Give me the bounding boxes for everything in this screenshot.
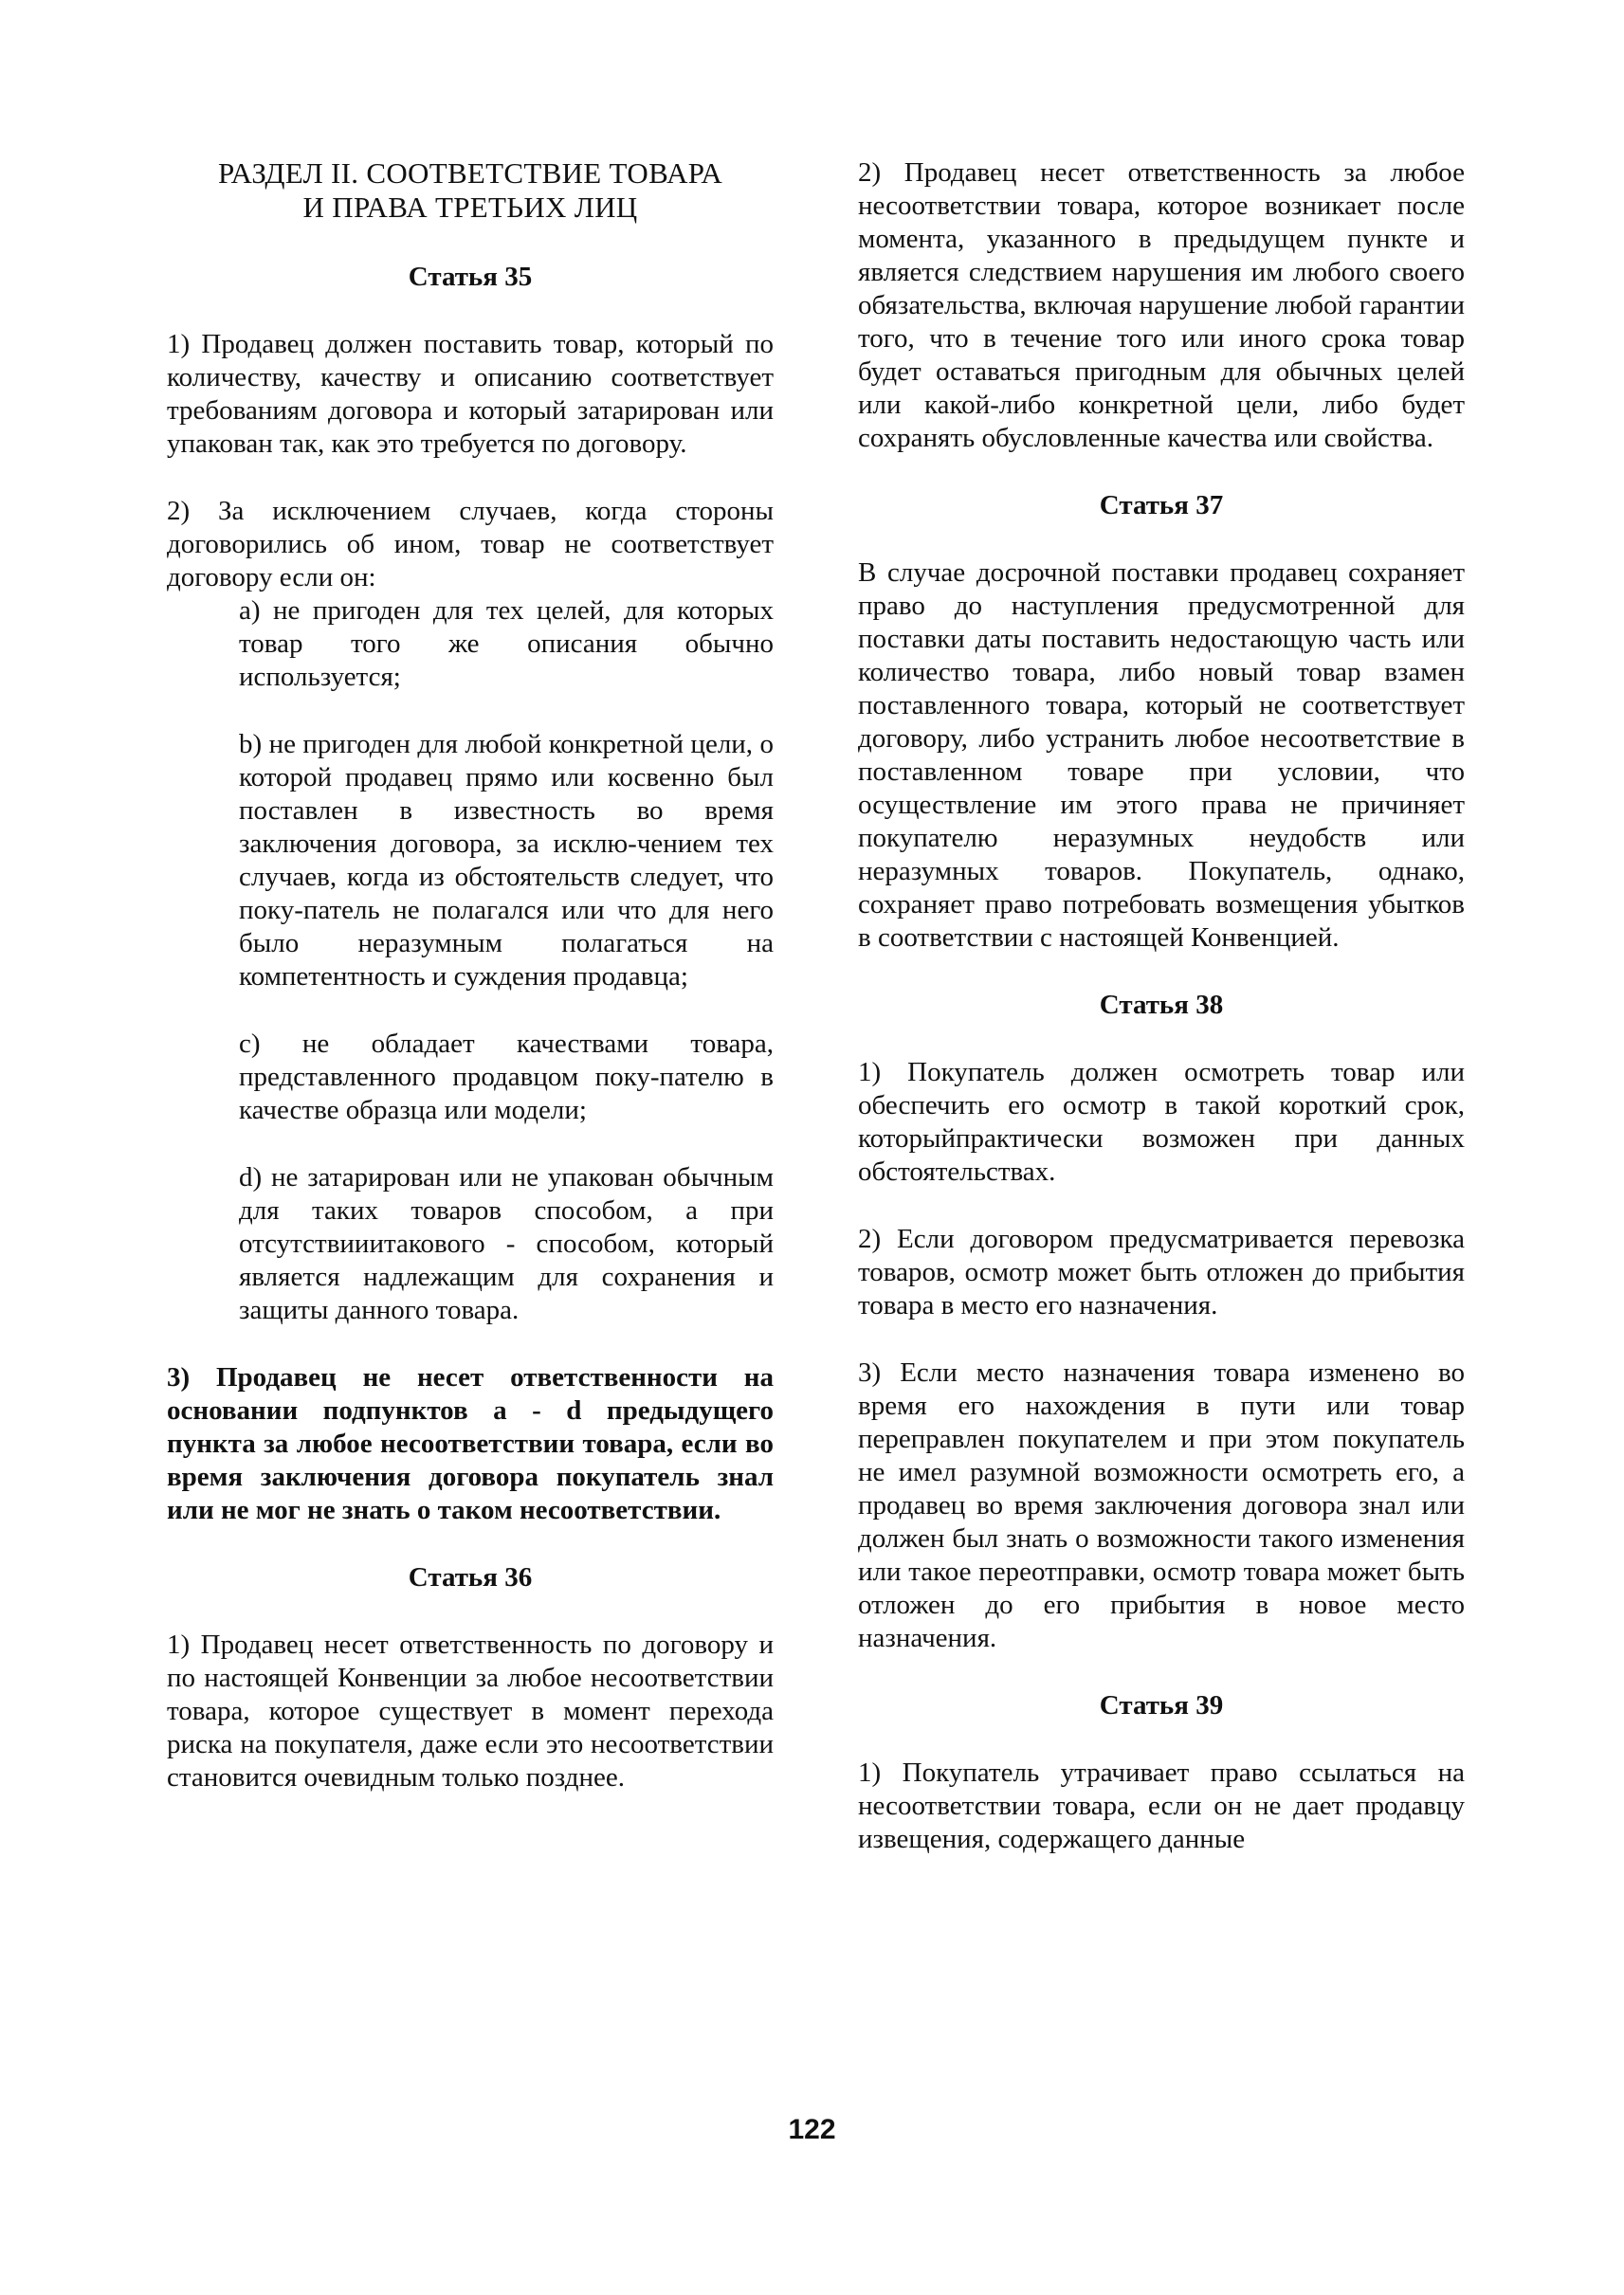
- article-35-heading: Статья 35: [408, 262, 533, 292]
- article-35-subitem-c: с) не обладает качествами товара, представленного продавцом поку-пателю в качестве образца или модели;: [239, 1029, 774, 1125]
- article-35-subitem-a: а) не пригоден для тех целей, для которых товар того же описания обычно используется;: [239, 595, 774, 692]
- article-38-paragraph-2: 2) Если договором предусматривается перевозка товаров, осмотр может быть отложен до прибытия товара в место его назначения.: [858, 1224, 1465, 1321]
- article-35-subitem-d: d) не затарирован или не упакован обычным для таких товаров способом, а при отсутствииитакового - способом, который является надлежащим для сохранения и защиты данного товара.: [239, 1162, 774, 1325]
- article-35-paragraph-3: 3) Продавец не несет ответственности на основании подпунктов а - d предыдущего пункта за любое несоответствии товара, если во время заключения договора покупатель знал или не мог не знать о таком несоответствии.: [167, 1362, 774, 1525]
- article-37-paragraph-1: В случае досрочной поставки продавец сохраняет право до наступления предусмотренной для поставки даты поставить недостающую часть или количество товара, либо новый товар взамен поставленного товара, который не соответствует договору, либо устранить любое несоответствие в поставленном товаре при условии, что осуществление им этого права не причиняет покупателю неразумных неудобств или неразумных товаров. Покупатель, однако, сохраняет право потребовать возмещения убытков в соответствии с настоящей Конвенцией.: [858, 557, 1465, 953]
- page-number: 122: [788, 2114, 836, 2145]
- article-39-paragraph-1: 1) Покупатель утрачивает право ссылаться на несоответствии товара, если он не дает продавцу извещения, содержащего данные: [858, 1758, 1465, 1854]
- article-35-paragraph-2: 2) За исключением случаев, когда стороны договорились об ином, товар не соответствует договору если он:: [167, 496, 774, 592]
- article-36-heading: Статья 36: [408, 1562, 533, 1593]
- article-38-heading: Статья 38: [1099, 990, 1224, 1020]
- article-35-paragraph-1: 1) Продавец должен поставить товар, который по количеству, качеству и описанию соответствует требованиям договора и который затарирован или упакован так, как это требуется по договору.: [167, 329, 774, 459]
- article-37-heading: Статья 37: [1099, 490, 1224, 520]
- left-column: [167, 156, 774, 1829]
- section-title-line-2: И ПРАВА ТРЕТЬИХ ЛИЦ: [302, 191, 638, 224]
- right-column: [858, 156, 1465, 1890]
- article-39-heading: Статья 39: [1099, 1690, 1224, 1721]
- article-35-subitem-b: b) не пригоден для любой конкретной цели, о которой продавец прямо или косвенно был поставлен в известность во время заключения договора, за исклю-чением тех случаев, когда из обстоятельств следует, что поку-патель не полагался или что для него было неразумным полагаться на компетентность и суждения продавца;: [239, 729, 774, 992]
- section-title-line-1: РАЗДЕЛ II. СООТВЕТСТВИЕ ТОВАРА: [217, 156, 723, 190]
- section-title: [167, 156, 774, 225]
- article-38-paragraph-3: 3) Если место назначения товара изменено во время его нахождения в пути или товар переправлен покупателем и при этом покупатель не имел разумной возможности осмотреть его, а продавец во время заключения договора знал или должен был знать о возможности такого изменения или такое переотправки, осмотр товара может быть отложен до его прибытия в новое место назначения.: [858, 1357, 1465, 1653]
- article-38-paragraph-1: 1) Покупатель должен осмотреть товар или обеспечить его осмотр в такой короткий срок, которыйпрактически возможен при данных обстоятельствах.: [858, 1057, 1465, 1187]
- article-36-paragraph-1: 1) Продавец несет ответственность по договору и по настоящей Конвенции за любое несоответствии товара, которое существует в момент перехода риска на покупателя, даже если это несоответствии становится очевидным только позднее.: [167, 1630, 774, 1793]
- article-36-paragraph-2: 2) Продавец несет ответственность за любое несоответствии товара, которое возникает после момента, указанного в предыдущем пункте и является следствием нарушения им любого своего обязательства, включая нарушение любой гарантии того, что в течение того или иного срока товар будет оставаться пригодным для обычных целей или какой-либо конкретной цели, либо будет сохранять обусловленные качества или свойства.: [858, 157, 1465, 453]
